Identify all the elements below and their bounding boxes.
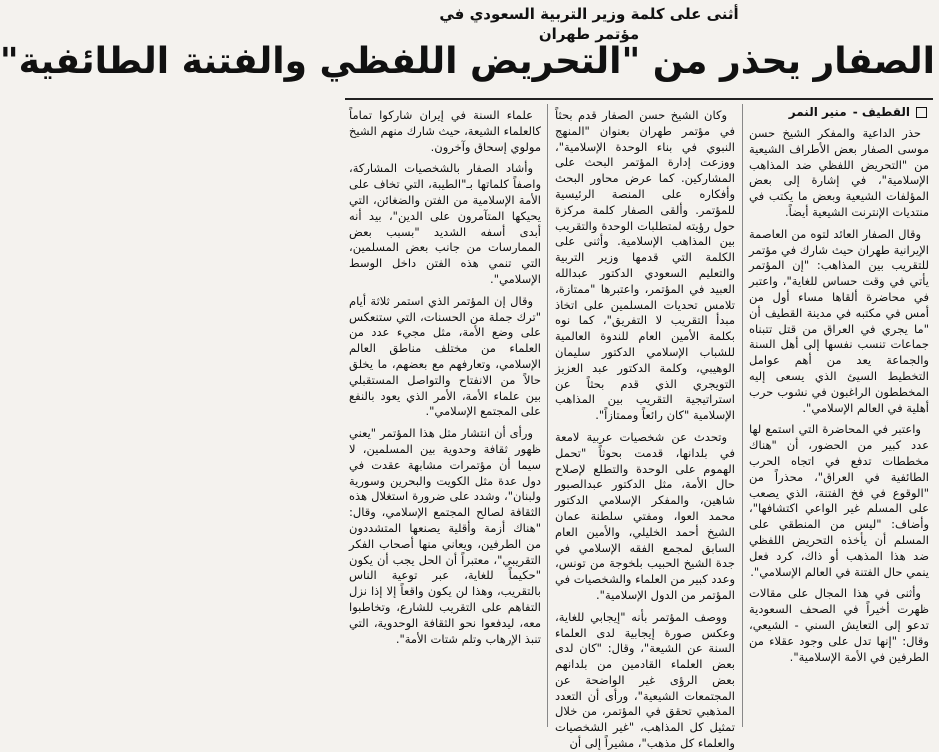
article-paragraph: وقال إن المؤتمر الذي استمر ثلاثة أيام "ترك جملة من الحسنات، التي ستنعكس على وضع الأمة، مثل مجيء عدد من العلماء من مختلف مناطق العالم الإسلامي، وتعارفهم مع بعضهم، ما يخلق حالاً من الانفتاح والتواصل المستقبلي بين علماء الأمة، الأمر الذي يعود بالنفع على المجتمع الإسلامي".: [349, 293, 541, 419]
square-bullet-icon: [916, 107, 927, 118]
article-headline: الصفار يحذر من "التحريض اللفظي والفتنة الطائفية": [0, 41, 935, 82]
article-column-3: [349, 108, 541, 727]
article-paragraph: وتحدث عن شخصيات عربية لامعة في بلدانها، قدمت بحوثاً "تحمل الهموم على الوحدة والتطلع لإصلاح حال الأمة، مثل الدكتور عبدالصبور شاهين، والمفكر الإسلامي الدكتور محمد العوا، ومفتي سلطنة عمان الشيخ أحمد الخليلي، والأمين العام السابق لمجمع الفقه الإسلامي في جدة الشيخ الحبيب بلخوجة من تونس، وعدد كبير من العلماء والشخصيات في المؤتمر من الدول الإسلامية".: [555, 429, 735, 602]
article-paragraph: ورأى أن انتشار مثل هذا المؤتمر "يعني ظهور ثقافة وحدوية بين المسلمين، لا سيما أن مؤتمرات مشابهة عقدت في دول عدة مثل الكويت والبحرين وسورية ولبنان"، وشدد على ضرورة استغلال هذه الثقافة لصالح المجتمع الإسلامي، وقال: "هناك أزمة وأقلية يصنعها المتشددون من الطرفين، ويعاني منها أصحاب الفكر التقريبي"، معتبراً أن الحل يجب أن يكون "حكيماً للغاية، عبر توعية الناس بالتقريب، وهذا لن يكون واقعاً إلا إذا نزل التفاهم على التقريب للشارع، وتخاطبوا معه، ليدفعوا نحو الثقافة الوحدوية، التي تنبذ الإرهاب وتلم شتات الأمة".: [349, 426, 541, 646]
article-paragraph: علماء السنة في إيران شاركوا تماماً كالعلماء الشيعة، حيث شارك منهم الشيخ مولوي إسحاق وآخرون.: [348, 108, 541, 154]
article-column-2: [555, 108, 735, 751]
byline-author: منير النمر: [788, 105, 847, 119]
article-kicker: أثنى على كلمة وزير التربية السعودي في مؤتمر طهران: [439, 5, 739, 43]
column-divider: [547, 104, 548, 727]
article-column-1: [749, 126, 929, 727]
headline-rule: [345, 98, 933, 100]
article-paragraph: وقال الصفار العائد لتوه من العاصمة الإيرانية طهران حيث شارك في مؤتمر للتقريب بين المذاهب: "إن المؤتمر يأتي في وقت حساس للغاية"، واعتبر في محاضرة ألقاها مساء أول من أمس في مكتبه في مدينة القطيف أن "ما يجري في العراق من قتل تتبناه جماعات تنسب نفسها إلى أهل السنة والجماعة يعد من أهم عوامل التخطيط السيئ الذي يسعى إليه المخططون الراغبون في نشوب حرب أهلية في العالم الإسلامي".: [749, 226, 929, 415]
article-paragraph: وأثنى في هذا المجال على مقالات ظهرت أخيراً في الصحف السعودية تدعو إلى التعايش السني - الشيعي، وقال: "إنها تدل على وجود عقلاء من الطرفين في الأمة الإسلامية".: [749, 586, 929, 664]
article-paragraph: وكان الشيخ حسن الصفار قدم بحثاً في مؤتمر طهران بعنوان "المنهج النبوي في بناء الوحدة الإسلامية"، ووزعت إدارة المؤتمر البحث على المشاركين. كما عرض محاور البحث وأفكاره على المنصة الرئيسية للمؤتمر. وألقى الصفار كلمة مركزة حول رؤيته لمتطلبات الوحدة والتقريب بين المذاهب الإسلامية. وأثنى على الكلمة التي قدمها وزير التربية والتعليم السعودي الدكتور عبدالله العبيد في المؤتمر، واعتبرها "ممتازة، تلامس تحديات المسلمين على اتخاذ مبدأ التقريب لا التفريق"، كما نوه بكلمة الأمين العام للندوة العالمية للشباب الإسلامي الدكتور سليمان الوهيبي، وكلمة الدكتور عبد العزيز التويجري الذي قدم بحثاً عن استراتيجية التقريب بين المذاهب الإسلامية "كان رائعاً وممتازاً".: [555, 108, 735, 423]
article-paragraph: واعتبر في المحاضرة التي استمع لها عدد كبير من الحضور، أن "هناك مخططات تدفع في اتجاه الحرب الطائفية في العراق"، محذراً من "الوقوع في فخ الفتنة، الذي يصعب على المسلم غير الواعي اكتشافها"، وأضاف: "ليس من المنطقي على المسلم أن يأخذه التحريض اللفظي ضد هذا المذهب أو ذاك، كرد فعل ينمي حال الفتنة في العالم الإسلامي".: [749, 422, 929, 579]
article-paragraph: وأشاد الصفار بالشخصيات المشاركة، واصفاً كلماتها بـ"الطيبة، التي تخاف على الأمة الإسلامية من الفتن والضغائن، التي يحيكها المتآمرون على الدين"، بيد أنه أبدى أسفه الشديد "بسبب بعض الممارسات من جانب بعض المسلمين، التي تنمي هذه الفتن داخل الوسط الإسلامي".: [349, 161, 541, 286]
article-byline: [767, 104, 927, 120]
article-paragraph: ووصف المؤتمر بأنه "إيجابي للغاية، وعكس صورة إيجابية لدى العلماء السنة عن الشيعة"، وقال: "كان لدى بعض العلماء القادمين من بلدانهم بعض الرؤى غير الواضحة عن المجتمعات الشيعية"، ورأى أن التعدد المذهبي تحقق في المؤتمر، من خلال تمثيل كل المذاهب، "غير الشخصيات والعلماء كل مذهب"، مشيراً إلى أن: [555, 609, 735, 751]
column-divider: [742, 104, 743, 727]
article-paragraph: حذر الداعية والمفكر الشيخ حسن موسى الصفار بعض الأطراف الشيعية من "التحريض اللفظي ضد المذاهب الإسلامية"، في إشارة إلى بعض المؤلفات الشيعية وبعض ما يكتب في منتديات الإنترنت الشيعية أيضاً.: [749, 126, 929, 219]
byline-place: القطيف -: [852, 105, 910, 119]
